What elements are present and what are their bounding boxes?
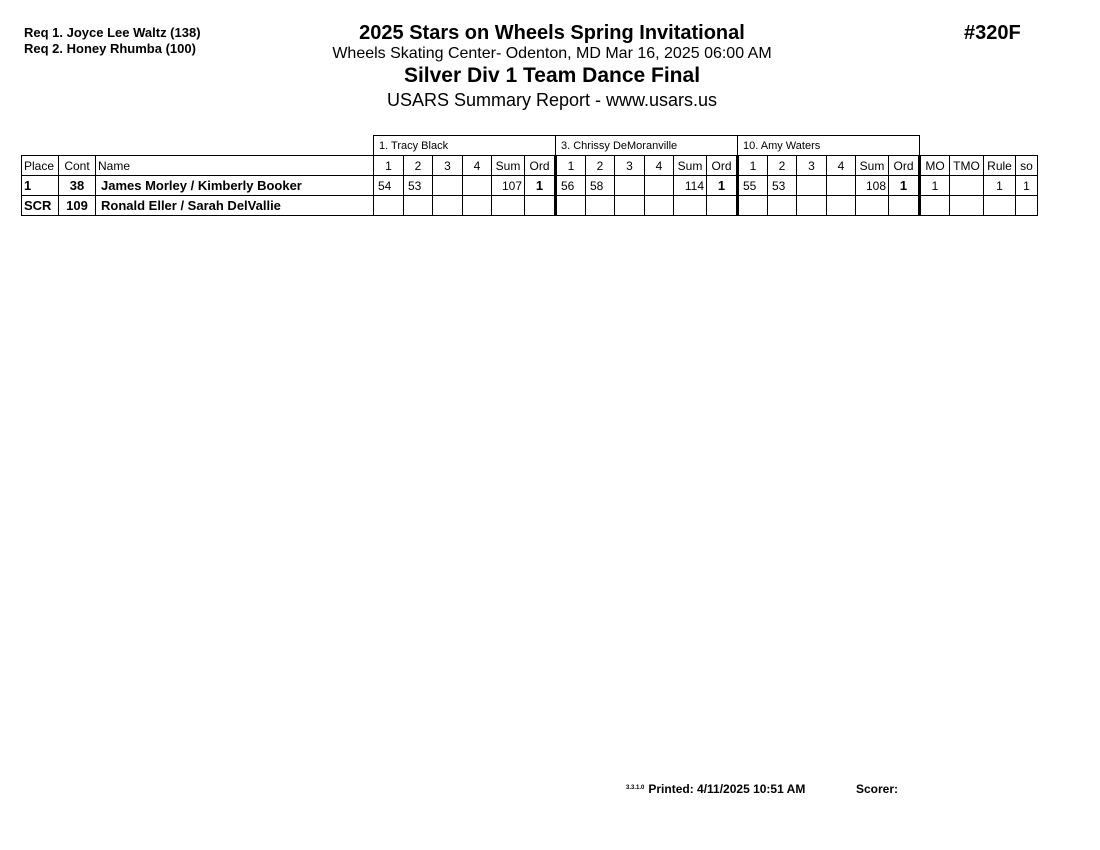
score-sum xyxy=(856,196,889,216)
score xyxy=(797,196,827,216)
col-j2-4: 4 xyxy=(645,156,674,176)
col-j2-ord: Ord xyxy=(707,156,738,176)
score: 54 xyxy=(374,176,404,196)
score xyxy=(556,196,586,216)
rule: 1 xyxy=(984,176,1016,196)
place: 1 xyxy=(22,176,59,196)
score xyxy=(463,196,492,216)
col-so: so xyxy=(1016,156,1038,176)
score xyxy=(463,176,492,196)
score xyxy=(615,176,645,196)
score-sum xyxy=(674,196,707,216)
col-j1-4: 4 xyxy=(463,156,492,176)
col-j3-3: 3 xyxy=(797,156,827,176)
event-subtitle: Wheels Skating Center- Odenton, MD Mar 16, 2025 06:00 AM xyxy=(332,45,772,62)
scorer-label: Scorer: xyxy=(856,782,899,796)
score-sum xyxy=(492,196,525,216)
mo: 1 xyxy=(920,176,950,196)
score xyxy=(374,196,404,216)
score-ord: 1 xyxy=(889,176,920,196)
event-number: #320F xyxy=(964,22,1021,44)
skater-names: Ronald Eller / Sarah DelVallie xyxy=(96,196,374,216)
score-ord xyxy=(707,196,738,216)
summary-table xyxy=(21,135,1038,216)
col-j3-sum: Sum xyxy=(856,156,889,176)
score xyxy=(827,196,856,216)
column-header-row xyxy=(22,156,1038,176)
score-ord xyxy=(525,196,556,216)
score xyxy=(827,176,856,196)
col-name: Name xyxy=(96,156,374,176)
judge-2-name: 3. Chrissy DeMoranville xyxy=(556,136,738,156)
col-j1-3: 3 xyxy=(433,156,463,176)
score-ord: 1 xyxy=(707,176,738,196)
col-j3-1: 1 xyxy=(738,156,768,176)
cont: 38 xyxy=(59,176,96,196)
request-1: Req 1. Joyce Lee Waltz (138) xyxy=(24,25,201,40)
score xyxy=(645,196,674,216)
score-sum: 114 xyxy=(674,176,707,196)
score xyxy=(586,196,615,216)
so xyxy=(1016,196,1038,216)
score xyxy=(433,196,463,216)
col-j2-sum: Sum xyxy=(674,156,707,176)
score-ord: 1 xyxy=(525,176,556,196)
score xyxy=(433,176,463,196)
col-j3-ord: Ord xyxy=(889,156,920,176)
score-ord xyxy=(889,196,920,216)
mo xyxy=(920,196,950,216)
score: 56 xyxy=(556,176,586,196)
score xyxy=(768,196,797,216)
table-row xyxy=(22,176,1038,196)
col-j1-sum: Sum xyxy=(492,156,525,176)
judge-1-name: 1. Tracy Black xyxy=(374,136,556,156)
score: 53 xyxy=(768,176,797,196)
printed-timestamp xyxy=(626,782,805,796)
score xyxy=(404,196,433,216)
place: SCR xyxy=(22,196,59,216)
score: 53 xyxy=(404,176,433,196)
judge-header-row xyxy=(22,136,1038,156)
division-title: Silver Div 1 Team Dance Final xyxy=(403,64,701,87)
tmo xyxy=(950,176,984,196)
col-j1-ord: Ord xyxy=(525,156,556,176)
event-title: 2025 Stars on Wheels Spring Invitational xyxy=(359,22,745,44)
col-j1-2: 2 xyxy=(404,156,433,176)
score: 58 xyxy=(586,176,615,196)
col-j2-3: 3 xyxy=(615,156,645,176)
col-place: Place xyxy=(22,156,59,176)
judge-3-name: 10. Amy Waters xyxy=(738,136,920,156)
col-tmo: TMO xyxy=(950,156,984,176)
col-j2-1: 1 xyxy=(556,156,586,176)
score-sum: 107 xyxy=(492,176,525,196)
col-j3-4: 4 xyxy=(827,156,856,176)
skater-names: James Morley / Kimberly Booker xyxy=(96,176,374,196)
col-j2-2: 2 xyxy=(586,156,615,176)
col-rule: Rule xyxy=(984,156,1016,176)
score: 55 xyxy=(738,176,768,196)
score-sum: 108 xyxy=(856,176,889,196)
score xyxy=(797,176,827,196)
printed-label: Printed: 4/11/2025 10:51 AM xyxy=(648,782,806,796)
table-row xyxy=(22,196,1038,216)
col-j1-1: 1 xyxy=(374,156,404,176)
col-cont: Cont xyxy=(59,156,96,176)
score xyxy=(738,196,768,216)
score xyxy=(615,196,645,216)
software-version: 3.3.1.0 xyxy=(626,785,645,791)
tmo xyxy=(950,196,984,216)
cont: 109 xyxy=(59,196,96,216)
col-mo: MO xyxy=(920,156,950,176)
request-2: Req 2. Honey Rhumba (100) xyxy=(24,41,196,56)
report-title: USARS Summary Report - www.usars.us xyxy=(386,90,718,110)
score xyxy=(645,176,674,196)
rule xyxy=(984,196,1016,216)
so: 1 xyxy=(1016,176,1038,196)
col-j3-2: 2 xyxy=(768,156,797,176)
